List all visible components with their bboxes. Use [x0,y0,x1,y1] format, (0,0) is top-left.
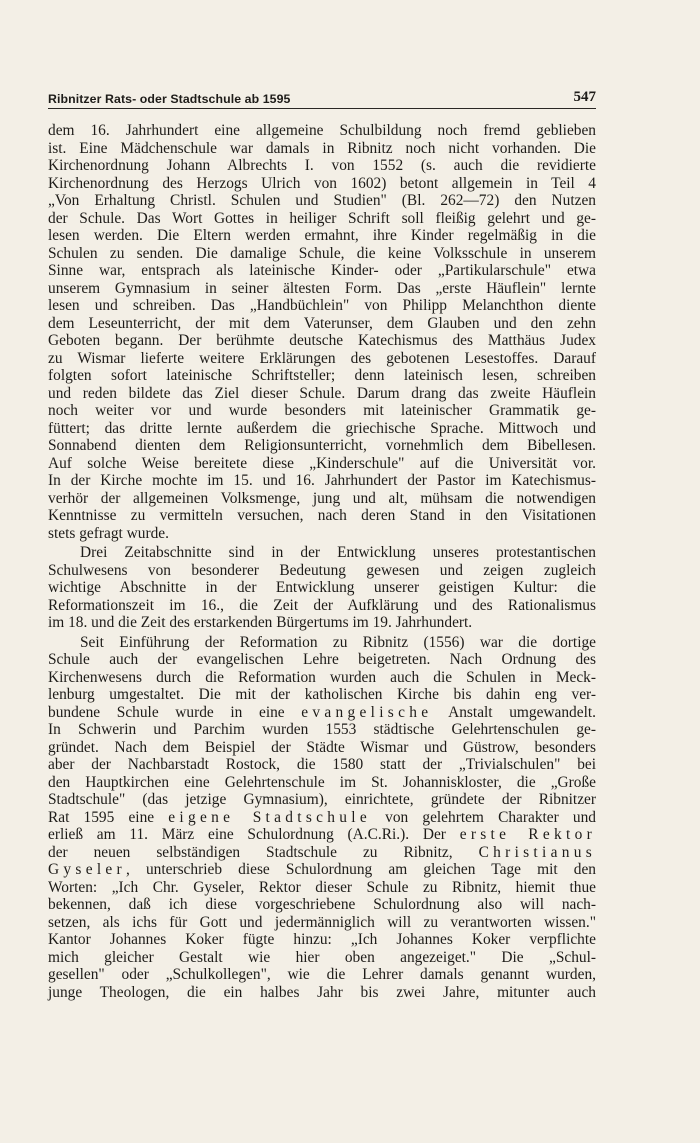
body-text [48,122,596,1003]
text-line: Kirchenordnung Johann Albrechts I. von 1552 (s. auch die revidierte [48,157,596,174]
text-line: In der Kirche mochte im 15. und 16. Jahrhundert der Pastor im Katechismus- [48,472,596,489]
text-line: lesen und schreiben. Das „Handbüchlein" von Philipp Melanchthon diente [48,297,596,314]
text-line: aber der Nachbarstadt Rostock, die 1580 statt der „Trivialschulen" bei [48,756,596,773]
text-line: unserem Gymnasium in seiner ältesten Form. Das „erste Häuflein" lernte [48,279,596,297]
text-line: Schulen zu senden. Die damalige Schule, die keine Volksschule in unserem [48,244,596,262]
text-line: im 18. und die Zeit des erstarkenden Bürgertums im 19. Jahrhundert. [48,614,473,631]
text-line: den Hauptkirchen eine Gelehrtenschule im St. Johanniskloster, die „Große [48,773,596,791]
text-line: Stadtschule" (das jetzige Gymnasium), einrichtete, gründete der Ribnitzer [48,791,596,808]
text-line: „Von Erhaltung Christl. Schulen und Studien" (Bl. 262—72) den Nutzen [48,192,596,209]
text-line: Geboten begann. Der berühmte deutsche Katechismus des Matthäus Judex [48,332,596,349]
text-line: Kantor Johannes Koker fügte hinzu: „Ich Johannes Koker verpflichte [48,931,596,948]
text-line: Kenntnisse zu vermitteln versuchen, nach deren Stand in den Visitationen [48,507,596,524]
text-line: und reden bildete das Ziel dieser Schule. Darum drang das zweite Häuflein [48,384,596,402]
text-line: setzen, als ichs für Gott und jedermänniglich will zu verantworten wissen." [48,913,596,931]
text-line: erließ am 11. März eine Schulordnung (A.C.Ri.). Der erste Rektor [48,826,596,843]
text-line: verhör der allgemeinen Volksmenge, jung und alt, mühsam die notwendigen [48,489,596,507]
text-line: Rat 1595 eine eigene Stadtschule von gelehrtem Charakter und [48,808,596,826]
text-line: Schule auch der evangelischen Lehre beigetreten. Nach Ordnung des [48,651,596,668]
text-line: stets gefragt wurde. [48,524,169,542]
text-line: gesellen" oder „Schulkollegen", wie die Lehrer damals genannt wurden, [48,966,596,983]
text-line: Auf solche Weise bereitete diese „Kinderschule" auf die Universität vor. [48,454,596,472]
paragraph [48,544,596,632]
text-line: zu Wismar lieferte weitere Erklärungen des gebotenen Lesestoffes. Darauf [48,349,596,367]
text-line: bundene Schule wurde in eine evangelische Anstalt umgewandelt. [48,703,596,721]
text-line: Worten: „Ich Chr. Gyseler, Rektor dieser Schule zu Ribnitz, hiemit thue [48,878,596,896]
text-line: noch weiter vor und wurde besonders mit lateinischer Grammatik ge- [48,402,596,419]
paragraph [48,122,596,542]
text-line: ist. Eine Mädchenschule war damals in Ribnitz noch nicht vorhanden. Die [48,139,596,157]
text-line: Sinne war, entsprach als lateinische Kinder- oder „Partikularschule" etwa [48,262,596,279]
text-line: wichtige Abschnitte in der Entwicklung unserer geistigen Kultur: die [48,579,596,596]
text-line: In Schwerin und Parchim wurden 1553 städtische Gelehrtenschulen ge- [48,721,596,738]
text-line: lesen werden. Die Eltern werden ermahnt, ihre Kinder regelmäßig in die [48,227,596,244]
page-number: 547 [573,89,596,105]
text-line: Gyseler, unterschrieb diese Schulordnung am gleichen Tage mit den [48,861,596,878]
running-title: Ribnitzer Rats- oder Stadtschule ab 1595 [48,92,291,106]
text-line: Kirchenordnung des Herzogs Ulrich von 1602) betont allgemein in Teil 4 [48,174,596,192]
text-line: junge Theologen, die ein halbes Jahr bis zwei Jahre, mitunter auch [48,983,596,1001]
text-line: mich gleicher Gestalt wie hier oben angezeiget." Die „Schul- [48,948,596,966]
text-line: Kirchenwesens durch die Reformation wurden auch die Schulen in Meck- [48,668,596,686]
text-line: Sonnabend dienten dem Religionsunterricht, vornehmlich dem Bibellesen. [48,437,596,454]
text-line: dem 16. Jahrhundert eine allgemeine Schulbildung noch fremd geblieben [48,122,596,139]
text-line: gründet. Nach dem Beispiel der Städte Wismar und Güstrow, besonders [48,738,596,756]
text-line: folgten sofort lateinische Schriftsteller; denn lateinisch lesen, schreiben [48,367,596,384]
header-rule [48,108,596,109]
text-line: dem Leseunterricht, der mit dem Vaterunser, dem Glauben und den zehn [48,314,596,332]
running-header [48,84,596,106]
text-line: Reformationszeit im 16., die Zeit der Aufklärung und des Rationalismus [48,596,596,614]
text-line: Drei Zeitabschnitte sind in der Entwicklung unseres protestantischen [80,544,596,561]
text-line: der Schule. Das Wort Gottes in heiliger Schrift soll fleißig gelehrt und ge- [48,209,596,227]
text-line: Seit Einführung der Reformation zu Ribnitz (1556) war die dortige [80,633,596,651]
text-line: der neuen selbständigen Stadtschule zu Ribnitz, Christianus [48,843,596,861]
paragraph [48,634,596,1002]
text-line: füttert; das dritte lernte außerdem die griechische Sprache. Mittwoch und [48,419,596,437]
text-line: Schulwesens von besonderer Bedeutung gewesen und zeigen zugleich [48,561,596,579]
text-line: bekennen, daß ich diese vorgeschriebene Schulordnung also will nach- [48,896,596,913]
text-line: lenburg umgestaltet. Die mit der katholischen Kirche bis dahin eng ver- [48,686,596,703]
